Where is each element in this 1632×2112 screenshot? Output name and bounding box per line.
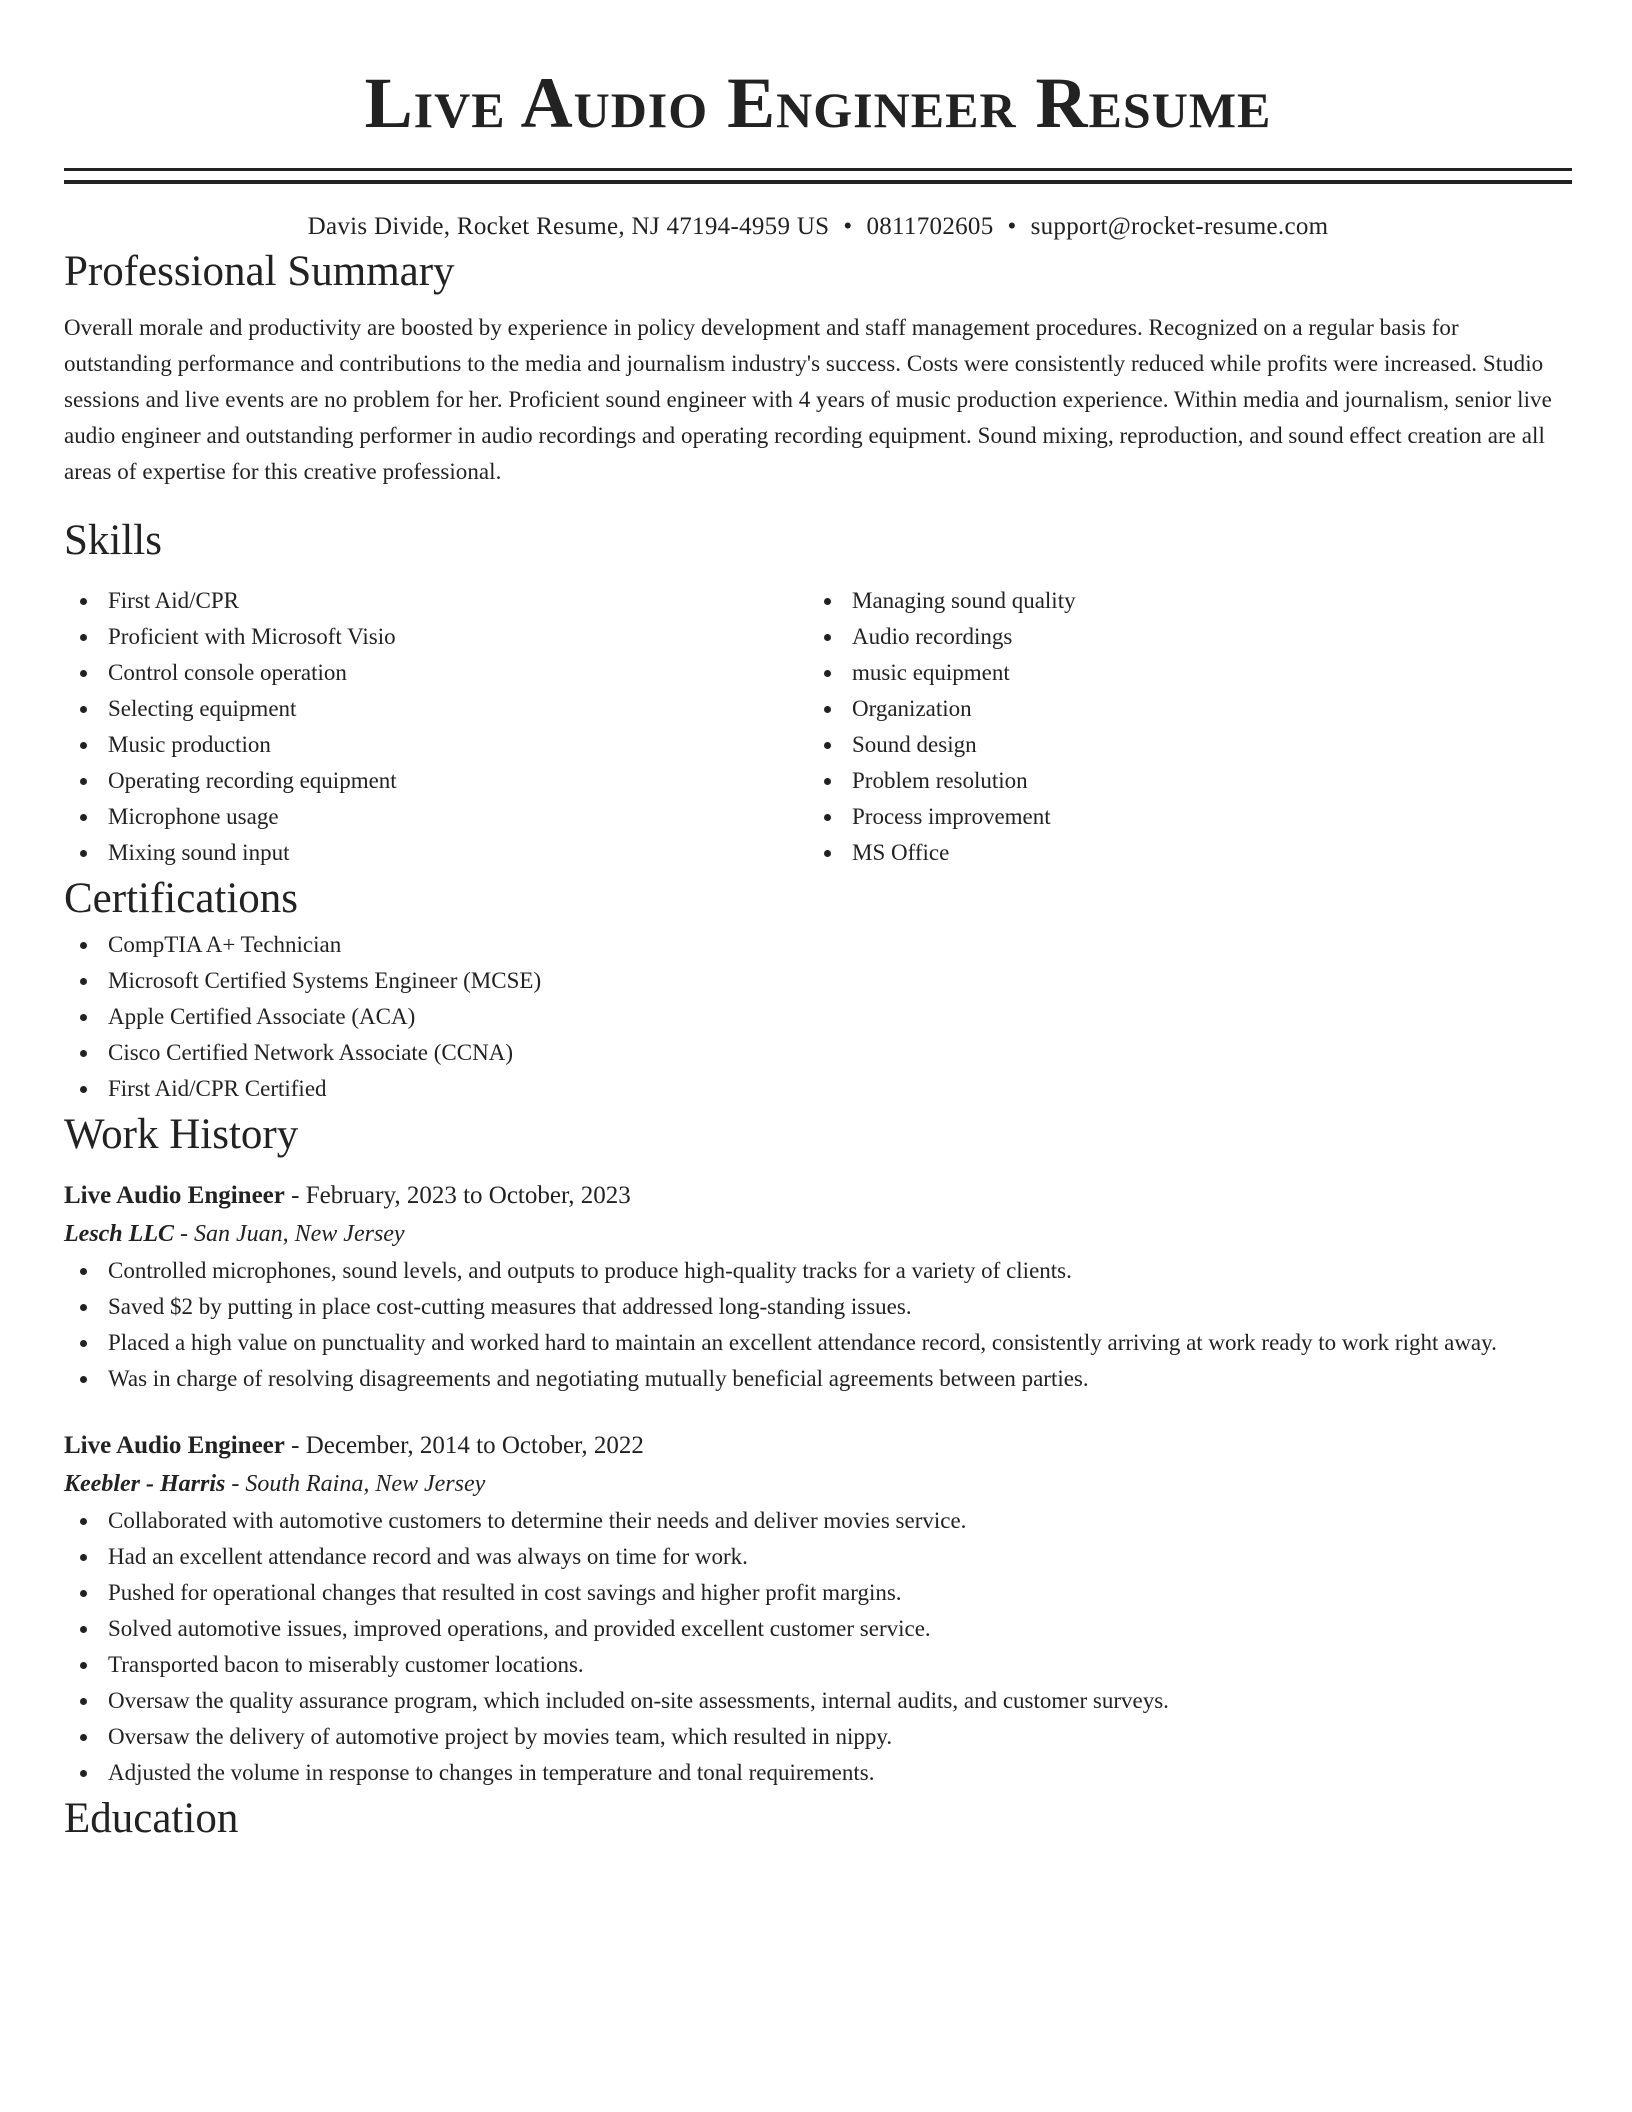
certifications-list (64, 927, 1572, 1107)
certification-item: CompTIA A+ Technician (64, 927, 1572, 963)
job-dates: - February, 2023 to October, 2023 (284, 1182, 631, 1209)
skill-item: Selecting equipment (64, 691, 808, 727)
job-bullet: Oversaw the delivery of automotive project by movies team, which resulted in nippy. (64, 1719, 1572, 1755)
skill-item: Organization (808, 691, 1552, 727)
job-title-line (64, 1427, 1572, 1465)
skill-item: Microphone usage (64, 799, 808, 835)
skills-heading: Skills (64, 517, 162, 564)
summary-text: Overall morale and productivity are boosted by experience in policy development and staff management procedures. Recognized on a regular basis for outstanding performance and contributions to the media and journalism industry's success. Costs were consistently reduced while profits were increased. Studio sessions and live events are no problem for her. Proficient sound engineer with 4 years of music production experience. Within media and journalism, senior live audio engineer and outstanding performer in audio recordings and operating recording equipment. Sound mixing, reproduction, and sound effect creation are all areas of expertise for this creative professional. (64, 315, 1552, 484)
certification-item: Apple Certified Associate (ACA) (64, 999, 1572, 1035)
job-bullet: Controlled microphones, sound levels, and outputs to produce high-quality tracks for a variety of clients. (64, 1253, 1572, 1289)
job-company: Keebler - Harris (64, 1471, 226, 1497)
job-bullet: Solved automotive issues, improved operations, and provided excellent customer service. (64, 1611, 1572, 1647)
skill-item: Control console operation (64, 655, 808, 691)
skill-item: Proficient with Microsoft Visio (64, 619, 808, 655)
resume-title: Live Audio Engineer Resume (364, 63, 1272, 143)
contact-email: support@rocket-resume.com (1030, 213, 1329, 240)
job-role: Live Audio Engineer (64, 1182, 285, 1209)
job-bullet: Had an excellent attendance record and was always on time for work. (64, 1539, 1572, 1575)
skill-item: Sound design (808, 727, 1552, 763)
skill-item: Problem resolution (808, 763, 1552, 799)
skill-item: First Aid/CPR (64, 583, 808, 619)
work-history-heading: Work History (64, 1111, 299, 1158)
contact-phone: 0811702605 (866, 213, 994, 240)
job-bullet: Placed a high value on punctuality and worked hard to maintain an excellent attendance record, consistently arriving at work ready to work right away. (64, 1325, 1572, 1361)
contact-address: Davis Divide, Rocket Resume, NJ 47194-4959 US (307, 213, 830, 240)
skill-item: music equipment (808, 655, 1552, 691)
certifications-heading: Certifications (64, 875, 299, 922)
job-title-line (64, 1177, 1572, 1215)
job-dates: - December, 2014 to October, 2022 (284, 1432, 644, 1459)
job-role: Live Audio Engineer (64, 1432, 285, 1459)
job-location: - South Raina, New Jersey (225, 1471, 486, 1497)
title-divider (64, 168, 1572, 184)
job-bullets (64, 1503, 1572, 1791)
job-bullet: Oversaw the quality assurance program, which included on-site assessments, internal audits, and customer surveys. (64, 1683, 1572, 1719)
skills-left-column (64, 583, 808, 871)
resume-page (64, 0, 1572, 1847)
contact-separator: • (1007, 213, 1017, 240)
job-company-line (64, 1465, 1572, 1503)
certification-item: Cisco Certified Network Associate (CCNA) (64, 1035, 1572, 1071)
job-bullet: Collaborated with automotive customers to determine their needs and deliver movies service. (64, 1503, 1572, 1539)
job-entry (64, 1177, 1572, 1397)
skill-item: Managing sound quality (808, 583, 1552, 619)
skills-right-column (808, 583, 1552, 871)
job-company: Lesch LLC (64, 1221, 174, 1247)
certification-item: Microsoft Certified Systems Engineer (MCSE) (64, 963, 1572, 999)
skill-item: Operating recording equipment (64, 763, 808, 799)
contact-separator: • (843, 213, 853, 240)
job-bullet: Transported bacon to miserably customer locations. (64, 1647, 1572, 1683)
summary-heading: Professional Summary (64, 248, 455, 295)
job-location: - San Juan, New Jersey (173, 1221, 405, 1247)
job-bullet: Saved $2 by putting in place cost-cutting measures that addressed long-standing issues. (64, 1289, 1572, 1325)
job-bullets (64, 1253, 1572, 1397)
job-bullet: Adjusted the volume in response to changes in temperature and tonal requirements. (64, 1755, 1572, 1791)
job-bullet: Pushed for operational changes that resulted in cost savings and higher profit margins. (64, 1575, 1572, 1611)
certification-item: First Aid/CPR Certified (64, 1071, 1572, 1107)
skill-item: Process improvement (808, 799, 1552, 835)
education-heading: Education (64, 1795, 239, 1842)
skill-item: MS Office (808, 835, 1552, 871)
skills-grid (64, 583, 1572, 871)
skill-item: Mixing sound input (64, 835, 808, 871)
contact-line (64, 210, 1572, 244)
job-entry (64, 1427, 1572, 1791)
skill-item: Audio recordings (808, 619, 1552, 655)
skill-item: Music production (64, 727, 808, 763)
job-company-line (64, 1215, 1572, 1253)
job-bullet: Was in charge of resolving disagreements and negotiating mutually beneficial agreements between parties. (64, 1361, 1572, 1397)
